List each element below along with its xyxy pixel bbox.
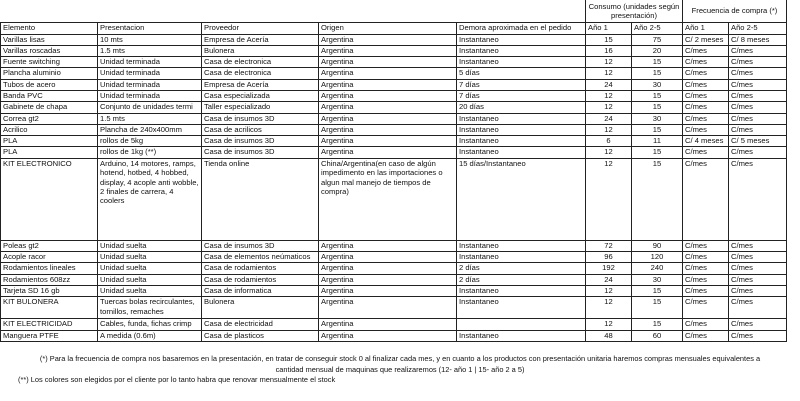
- cell-frecuencia-ano1: C/mes: [683, 252, 729, 263]
- table-row: [1, 124, 787, 135]
- cell-frecuencia-ano2-5: C/mes: [729, 158, 787, 240]
- consumo-header: Consumo (unidades según presentación): [586, 0, 683, 22]
- cell-frecuencia-ano2-5: C/mes: [729, 297, 787, 319]
- cell-presentacion: Unidad suelta: [98, 285, 202, 296]
- table-row: [1, 34, 787, 45]
- cell-proveedor: Casa de rodamientos: [202, 274, 319, 285]
- cell-consumo-ano1: 12: [586, 102, 632, 113]
- cell-frecuencia-ano2-5: C/mes: [729, 79, 787, 90]
- table-row: [1, 90, 787, 101]
- cell-consumo-ano1: 48: [586, 330, 632, 341]
- cell-consumo-ano1: 12: [586, 297, 632, 319]
- cell-frecuencia-ano2-5: C/mes: [729, 124, 787, 135]
- cell-origen: Argentina: [319, 285, 457, 296]
- cell-demora: Instantaneo: [457, 57, 586, 68]
- cell-elemento: KIT BULONERA: [1, 297, 98, 319]
- table-row: [1, 113, 787, 124]
- cell-demora: 20 días: [457, 102, 586, 113]
- cell-frecuencia-ano1: C/mes: [683, 147, 729, 158]
- cell-presentacion: 10 mts: [98, 34, 202, 45]
- cell-consumo-ano1: 192: [586, 263, 632, 274]
- col-header-origen: Origen: [319, 22, 457, 34]
- cell-frecuencia-ano1: C/mes: [683, 274, 729, 285]
- table-row: [1, 330, 787, 341]
- col-header-presentacion: Presentacion: [98, 22, 202, 34]
- cell-demora: 5 días: [457, 68, 586, 79]
- table-row: [1, 274, 787, 285]
- cell-consumo-ano2-5: 15: [632, 102, 683, 113]
- cell-frecuencia-ano1: C/mes: [683, 90, 729, 101]
- cell-elemento: Acople racor: [1, 252, 98, 263]
- cell-elemento: Acrilico: [1, 124, 98, 135]
- col-header-frecuencia-ano2-5: Año 2-5: [729, 22, 787, 34]
- cell-elemento: Rodamientos 608zz: [1, 274, 98, 285]
- cell-frecuencia-ano2-5: C/mes: [729, 68, 787, 79]
- cell-elemento: Varillas roscadas: [1, 45, 98, 56]
- table-row: [1, 297, 787, 319]
- cell-origen: Argentina: [319, 34, 457, 45]
- cell-presentacion: Unidad suelta: [98, 263, 202, 274]
- cell-demora: 7 días: [457, 79, 586, 90]
- cell-consumo-ano2-5: 90: [632, 240, 683, 251]
- cell-origen: Argentina: [319, 45, 457, 56]
- cell-proveedor: Casa de insumos 3D: [202, 147, 319, 158]
- cell-proveedor: Casa de informatica: [202, 285, 319, 296]
- cell-origen: Argentina: [319, 124, 457, 135]
- table-row: [1, 68, 787, 79]
- cell-frecuencia-ano2-5: C/mes: [729, 147, 787, 158]
- cell-proveedor: Casa de insumos 3D: [202, 113, 319, 124]
- cell-presentacion: Plancha de 240x400mm: [98, 124, 202, 135]
- cell-frecuencia-ano1: C/mes: [683, 285, 729, 296]
- cell-consumo-ano1: 12: [586, 319, 632, 330]
- cell-origen: China/Argentina(en caso de algún impedimento en las importaciones o algun mal manejo de tiempos de compra): [319, 158, 457, 240]
- cell-presentacion: 1.5 mts: [98, 45, 202, 56]
- cell-consumo-ano2-5: 15: [632, 285, 683, 296]
- cell-elemento: PLA: [1, 136, 98, 147]
- cell-proveedor: Casa de insumos 3D: [202, 240, 319, 251]
- cell-frecuencia-ano2-5: C/mes: [729, 252, 787, 263]
- cell-proveedor: Casa de plasticos: [202, 330, 319, 341]
- cell-presentacion: Tuercas bolas recirculantes, tornillos, remaches: [98, 297, 202, 319]
- cell-proveedor: Casa de electricidad: [202, 319, 319, 330]
- cell-consumo-ano2-5: 15: [632, 297, 683, 319]
- table-row: [1, 147, 787, 158]
- cell-consumo-ano2-5: 15: [632, 124, 683, 135]
- cell-frecuencia-ano2-5: C/mes: [729, 90, 787, 101]
- cell-frecuencia-ano2-5: C/mes: [729, 102, 787, 113]
- cell-consumo-ano1: 24: [586, 274, 632, 285]
- cell-consumo-ano2-5: 15: [632, 158, 683, 240]
- cell-frecuencia-ano1: C/mes: [683, 330, 729, 341]
- cell-frecuencia-ano1: C/ 4 meses: [683, 136, 729, 147]
- cell-elemento: Rodamientos lineales: [1, 263, 98, 274]
- cell-frecuencia-ano2-5: C/mes: [729, 274, 787, 285]
- table-row: [1, 252, 787, 263]
- cell-consumo-ano2-5: 120: [632, 252, 683, 263]
- cell-frecuencia-ano2-5: C/mes: [729, 285, 787, 296]
- col-header-elemento: Elemento: [1, 22, 98, 34]
- cell-consumo-ano2-5: 15: [632, 319, 683, 330]
- cell-consumo-ano1: 96: [586, 252, 632, 263]
- cell-frecuencia-ano2-5: C/ 8 meses: [729, 34, 787, 45]
- cell-presentacion: rollos de 5kg: [98, 136, 202, 147]
- table-row: [1, 158, 787, 240]
- cell-elemento: KIT ELECTRONICO: [1, 158, 98, 240]
- cell-origen: Argentina: [319, 319, 457, 330]
- cell-presentacion: 1.5 mts: [98, 113, 202, 124]
- cell-consumo-ano1: 12: [586, 124, 632, 135]
- header-row: [1, 22, 787, 34]
- cell-consumo-ano1: 12: [586, 147, 632, 158]
- cell-proveedor: Casa de elementos neúmaticos: [202, 252, 319, 263]
- cell-consumo-ano2-5: 30: [632, 79, 683, 90]
- cell-consumo-ano2-5: 30: [632, 274, 683, 285]
- cell-presentacion: Unidad suelta: [98, 274, 202, 285]
- cell-frecuencia-ano1: C/mes: [683, 124, 729, 135]
- table-row: [1, 136, 787, 147]
- cell-frecuencia-ano1: C/mes: [683, 68, 729, 79]
- cell-origen: Argentina: [319, 252, 457, 263]
- cell-proveedor: Casa de acrilicos: [202, 124, 319, 135]
- cell-demora: Instantaneo: [457, 252, 586, 263]
- cell-consumo-ano2-5: 20: [632, 45, 683, 56]
- cell-consumo-ano1: 72: [586, 240, 632, 251]
- frecuencia-header: Frecuencia de compra (*): [683, 0, 787, 22]
- cell-frecuencia-ano1: C/mes: [683, 113, 729, 124]
- cell-consumo-ano2-5: 15: [632, 90, 683, 101]
- cell-frecuencia-ano2-5: C/mes: [729, 113, 787, 124]
- cell-frecuencia-ano1: C/mes: [683, 297, 729, 319]
- cell-frecuencia-ano1: C/mes: [683, 79, 729, 90]
- cell-consumo-ano1: 12: [586, 158, 632, 240]
- cell-proveedor: Casa especializada: [202, 90, 319, 101]
- cell-consumo-ano1: 24: [586, 113, 632, 124]
- cell-frecuencia-ano1: C/ 2 meses: [683, 34, 729, 45]
- table-row: [1, 319, 787, 330]
- cell-elemento: PLA: [1, 147, 98, 158]
- cell-demora: Instantaneo: [457, 240, 586, 251]
- cell-proveedor: Taller especializado: [202, 102, 319, 113]
- cell-frecuencia-ano2-5: C/mes: [729, 319, 787, 330]
- cell-consumo-ano1: 12: [586, 57, 632, 68]
- cell-consumo-ano1: 6: [586, 136, 632, 147]
- cell-consumo-ano2-5: 15: [632, 68, 683, 79]
- table-row: [1, 102, 787, 113]
- col-header-proveedor: Proveedor: [202, 22, 319, 34]
- cell-frecuencia-ano1: C/mes: [683, 319, 729, 330]
- cell-origen: Argentina: [319, 68, 457, 79]
- table-row: [1, 240, 787, 251]
- cell-elemento: Plancha aluminio: [1, 68, 98, 79]
- cell-origen: Argentina: [319, 90, 457, 101]
- cell-consumo-ano2-5: 30: [632, 113, 683, 124]
- cell-consumo-ano2-5: 11: [632, 136, 683, 147]
- cell-elemento: Gabinete de chapa: [1, 102, 98, 113]
- cell-elemento: Varillas lisas: [1, 34, 98, 45]
- cell-proveedor: Empresa de Acería: [202, 79, 319, 90]
- cell-elemento: Manguera PTFE: [1, 330, 98, 341]
- cell-frecuencia-ano1: C/mes: [683, 57, 729, 68]
- cell-frecuencia-ano1: C/mes: [683, 45, 729, 56]
- cell-elemento: Poleas gt2: [1, 240, 98, 251]
- cell-proveedor: Tienda online: [202, 158, 319, 240]
- cell-presentacion: Conjunto de unidades termi: [98, 102, 202, 113]
- cell-proveedor: Empresa de Acería: [202, 34, 319, 45]
- cell-demora: 2 días: [457, 263, 586, 274]
- cell-presentacion: Cables, funda, fichas crimp: [98, 319, 202, 330]
- cell-frecuencia-ano2-5: C/ 5 meses: [729, 136, 787, 147]
- cell-elemento: Tubos de acero: [1, 79, 98, 90]
- cell-frecuencia-ano1: C/mes: [683, 158, 729, 240]
- cell-presentacion: Unidad terminada: [98, 79, 202, 90]
- cell-consumo-ano1: 16: [586, 45, 632, 56]
- cell-demora: Instantaneo: [457, 285, 586, 296]
- cell-presentacion: Unidad suelta: [98, 240, 202, 251]
- cell-origen: Argentina: [319, 136, 457, 147]
- cell-demora: Instantaneo: [457, 34, 586, 45]
- table-row: [1, 45, 787, 56]
- cell-presentacion: A medida (0.6m): [98, 330, 202, 341]
- cell-consumo-ano2-5: 15: [632, 57, 683, 68]
- footnote-frecuencia: (*) Para la frecuencia de compra nos basaremos en la presentación, en tratar de conseguir stock 0 al finalizar cada mes, y en cuanto a los productos con presentación unitaria haremos compras mensuales equivalentes a cantidad mensual de maquinas que realizaremos (12- año 1 | 15- año 2 a 5): [39, 354, 761, 374]
- cell-frecuencia-ano2-5: C/mes: [729, 263, 787, 274]
- cell-consumo-ano1: 12: [586, 285, 632, 296]
- cell-frecuencia-ano2-5: C/mes: [729, 330, 787, 341]
- cell-consumo-ano1: 12: [586, 90, 632, 101]
- footnote-colores: (**) Los colores son elegidos por el cliente por lo tanto habra que renovar mensualmente el stock: [18, 375, 336, 384]
- cell-demora: Instantaneo: [457, 113, 586, 124]
- cell-presentacion: Unidad terminada: [98, 90, 202, 101]
- cell-presentacion: Arduino, 14 motores, ramps, hotend, hotbed, 4 hobbed, display, 4 acople anti wobble, 2 finales de carrera, 4 coolers: [98, 158, 202, 240]
- cell-consumo-ano2-5: 60: [632, 330, 683, 341]
- cell-elemento: Correa gt2: [1, 113, 98, 124]
- cell-demora: 2 días: [457, 274, 586, 285]
- cell-consumo-ano1: 24: [586, 79, 632, 90]
- cell-origen: Argentina: [319, 274, 457, 285]
- cell-consumo-ano2-5: 240: [632, 263, 683, 274]
- header-group-row: [1, 0, 787, 22]
- cell-origen: Argentina: [319, 297, 457, 319]
- table-row: [1, 263, 787, 274]
- cell-proveedor: Casa de insumos 3D: [202, 136, 319, 147]
- table-row: [1, 79, 787, 90]
- cell-proveedor: Bulonera: [202, 297, 319, 319]
- cell-presentacion: Unidad terminada: [98, 57, 202, 68]
- cell-frecuencia-ano1: C/mes: [683, 102, 729, 113]
- cell-demora: Instantaneo: [457, 136, 586, 147]
- cell-origen: Argentina: [319, 79, 457, 90]
- cell-demora: 15 días/Instantaneo: [457, 158, 586, 240]
- cell-origen: Argentina: [319, 113, 457, 124]
- col-header-demora: Demora aproximada en el pedido: [457, 22, 586, 34]
- cell-consumo-ano2-5: 15: [632, 147, 683, 158]
- cell-origen: Argentina: [319, 330, 457, 341]
- cell-demora: Instantaneo: [457, 330, 586, 341]
- table-row: [1, 285, 787, 296]
- footnotes: [0, 354, 800, 386]
- cell-proveedor: Bulonera: [202, 45, 319, 56]
- cell-presentacion: Unidad terminada: [98, 68, 202, 79]
- cell-demora: Instantaneo: [457, 297, 586, 319]
- cell-frecuencia-ano1: C/mes: [683, 263, 729, 274]
- cell-consumo-ano1: 15: [586, 34, 632, 45]
- col-header-frecuencia-ano1: Año 1: [683, 22, 729, 34]
- cell-elemento: Banda PVC: [1, 90, 98, 101]
- cell-elemento: Tarjeta SD 16 gb: [1, 285, 98, 296]
- cell-proveedor: Casa de rodamientos: [202, 263, 319, 274]
- cell-origen: Argentina: [319, 102, 457, 113]
- cell-frecuencia-ano2-5: C/mes: [729, 45, 787, 56]
- cell-origen: Argentina: [319, 57, 457, 68]
- cell-elemento: Fuente switching: [1, 57, 98, 68]
- cell-elemento: KIT ELECTRICIDAD: [1, 319, 98, 330]
- cell-demora: Instantaneo: [457, 147, 586, 158]
- cell-demora: Instantaneo: [457, 45, 586, 56]
- cell-demora: 7 días: [457, 90, 586, 101]
- col-header-consumo-ano1: Año 1: [586, 22, 632, 34]
- table-row: [1, 57, 787, 68]
- cell-frecuencia-ano2-5: C/mes: [729, 57, 787, 68]
- cell-presentacion: Unidad suelta: [98, 252, 202, 263]
- col-header-consumo-ano2-5: Año 2-5: [632, 22, 683, 34]
- cell-demora: Instantaneo: [457, 124, 586, 135]
- cell-consumo-ano2-5: 75: [632, 34, 683, 45]
- cell-frecuencia-ano2-5: C/mes: [729, 240, 787, 251]
- cell-consumo-ano1: 12: [586, 68, 632, 79]
- cell-origen: Argentina: [319, 240, 457, 251]
- cell-frecuencia-ano1: C/mes: [683, 240, 729, 251]
- cell-presentacion: rollos de 1kg (**): [98, 147, 202, 158]
- cell-origen: Argentina: [319, 263, 457, 274]
- cell-demora: [457, 319, 586, 330]
- cell-proveedor: Casa de electronica: [202, 68, 319, 79]
- cell-origen: Argentina: [319, 147, 457, 158]
- cell-proveedor: Casa de electronica: [202, 57, 319, 68]
